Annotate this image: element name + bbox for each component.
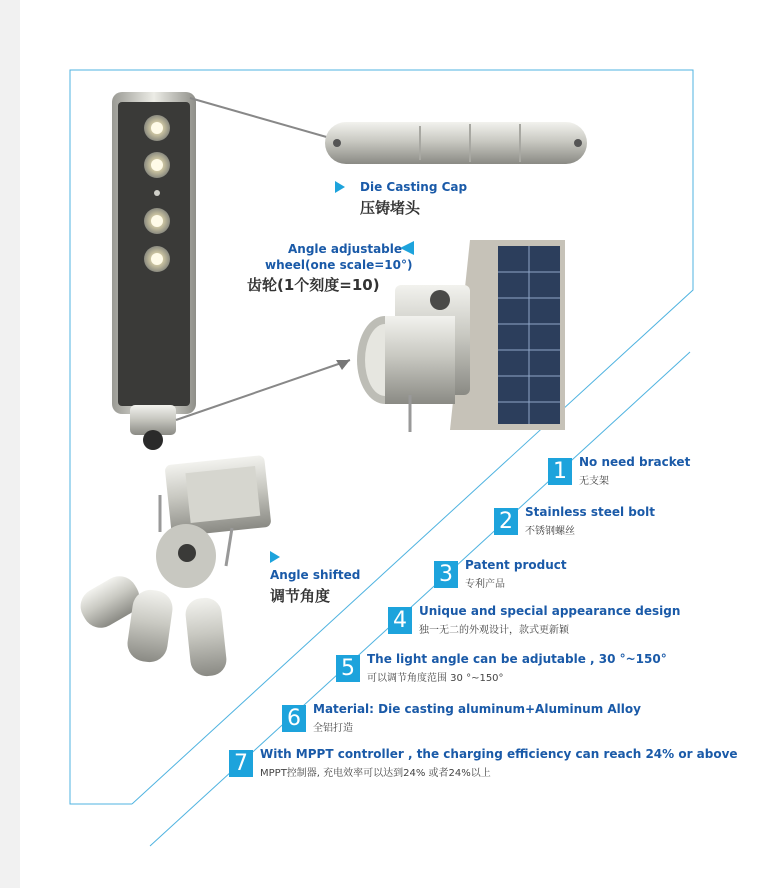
feature-subtitle: 全铝打造 — [313, 723, 353, 734]
cap-arrow-icon — [335, 181, 345, 193]
feature-number: 2 — [494, 508, 518, 535]
feature-subtitle: 专利产品 — [465, 579, 505, 590]
feature-title: With MPPT controller , the charging efficiency can reach 24% or above — [260, 747, 738, 761]
feature-number: 4 — [388, 607, 412, 634]
feature-subtitle: 可以调节角度范围 30 °~150° — [367, 673, 504, 684]
feature-number: 5 — [336, 655, 360, 682]
shift-caption-cn: 调节角度 — [270, 587, 331, 605]
street-light-body — [112, 92, 196, 450]
wheel-caption-en-2: wheel(one scale=10°) — [265, 258, 413, 272]
wheel-arrow-icon — [400, 241, 414, 255]
feature-number: 7 — [229, 750, 253, 777]
angle-shifted-arms — [74, 455, 271, 678]
cap-caption-en: Die Casting Cap — [360, 180, 468, 194]
feature-title: Material: Die casting aluminum+Aluminum Alloy — [313, 702, 641, 716]
feature-subtitle: 无支架 — [579, 476, 609, 487]
wheel-caption-en-1: Angle adjustable — [288, 242, 403, 256]
shift-arrow-icon — [270, 551, 280, 563]
feature-title: Patent product — [465, 558, 567, 572]
feature-subtitle: 独一无二的外观设计，款式更新颖 — [419, 625, 569, 636]
cap-caption-cn: 压铸堵头 — [360, 199, 421, 217]
feature-number: 1 — [548, 458, 572, 485]
wheel-caption-cn: 齿轮(1个刻度=10) — [247, 276, 380, 294]
feature-subtitle: 不锈钢螺丝 — [525, 526, 575, 537]
feature-number: 3 — [434, 561, 458, 588]
feature-number: 6 — [282, 705, 306, 732]
feature-title: The light angle can be adjutable , 30 °~150° — [367, 652, 667, 666]
feature-title: Stainless steel bolt — [525, 505, 655, 519]
feature-subtitle: MPPT控制器, 充电效率可以达到24% 或者24%以上 — [260, 768, 491, 779]
feature-title: No need bracket — [579, 455, 691, 469]
feature-title: Unique and special appearance design — [419, 604, 681, 618]
die-casting-cap — [325, 122, 587, 164]
shift-caption-en: Angle shifted — [270, 568, 361, 582]
